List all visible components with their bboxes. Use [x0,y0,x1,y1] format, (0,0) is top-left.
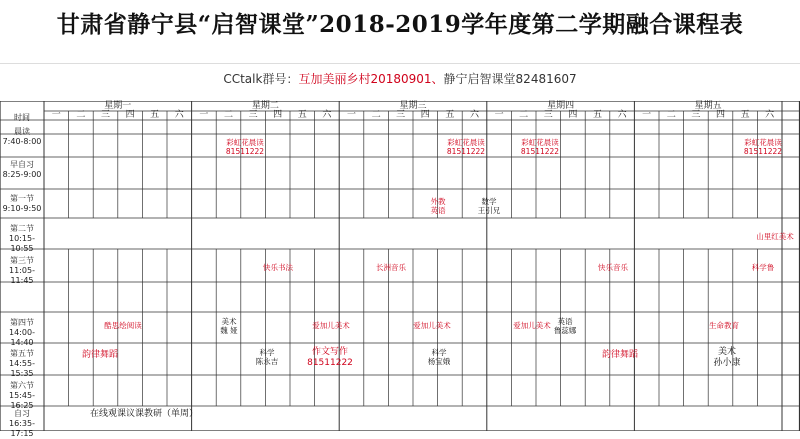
course-thu-p4-english: 英语 鲁蕊娜 [553,317,577,335]
grade-header: 五 [297,110,307,120]
day-header-1: 星期一 [104,101,132,111]
grade-header: 三 [248,110,258,120]
day-header-5: 星期五 [694,101,722,111]
course-tue-p4-art: 美术 魏 娅 [220,317,238,335]
course-tue-p5-writing: 作文写作 81511222 [307,347,353,368]
grade-header: 四 [125,110,135,120]
course-mon-self-study: 在线观课议课教研（单周） [89,409,198,419]
course-fri-p5: 美术 孙小康 [713,347,741,368]
course-mon-p5: 韵律舞蹈 [81,350,118,360]
course-tue-p3: 快乐书法 [263,263,293,272]
grade-header: 五 [445,110,455,120]
course-fri-p3: 科学鲁 [751,263,775,272]
grade-header: 一 [346,110,356,120]
grade-header: 六 [469,110,479,120]
course-fri-p4: 生命教育 [709,321,739,330]
grade-header: 四 [273,110,283,120]
period-label: 自习 16:35-17:15 [9,408,35,438]
day-header-3: 星期三 [399,101,427,111]
page-title: 甘肃省静宁县“启智课堂”2018-2019学年度第二学期融合课程表 [56,11,744,38]
grade-header: 一 [642,110,652,120]
period-label: 第三节 11:05-11:45 [9,255,35,285]
subtitle-label: CCtalk群号： [223,72,299,86]
grade-header: 二 [666,110,676,120]
grade-header: 六 [322,110,332,120]
grade-header: 五 [592,110,602,120]
grade-header: 六 [765,110,775,120]
subtitle [0,70,800,87]
course-wed-morning: 彩虹花晨读 81511222 [446,138,486,156]
period-label: 第一节 9:10-9:50 [2,193,42,213]
subtitle-group-1: 互加美丽乡村20180901、 [298,72,444,86]
time-header: 时间 [14,113,30,122]
period-label: 第五节 14:55-15:35 [9,349,35,378]
course-fri-morning: 彩虹花晨读 81511222 [743,138,783,156]
course-tue-morning: 彩虹花晨读 81511222 [225,138,265,156]
grade-header: 一 [494,110,504,120]
course-wed-p1-english: 外教 英语 [430,197,446,215]
grade-header: 二 [371,110,381,120]
grade-header: 二 [76,110,86,120]
grade-header: 三 [396,110,406,120]
day-header-2: 星期二 [251,101,279,111]
grade-header: 五 [150,110,160,120]
course-mon-p4: 酷思绘阅读 [104,321,142,330]
course-wed-p4: 爱加儿美术 [413,321,451,330]
period-label: 晨读 7:40-8:00 [2,126,42,146]
grade-header: 六 [174,110,184,120]
course-wed-p1-math: 数学 王引兄 [477,197,501,215]
grade-header: 四 [715,110,725,120]
grade-header: 一 [199,110,209,120]
day-header-4: 星期四 [547,101,575,111]
grade-header: 三 [100,110,110,120]
divider [0,63,800,64]
schedule-table [0,101,800,438]
grade-header: 三 [691,110,701,120]
grade-header: 三 [543,110,553,120]
course-wed-p3: 长洲音乐 [376,263,406,272]
course-thu-p4: 爱加儿美术 [513,321,551,330]
period-label: 第四节 14:00-14:40 [9,317,35,347]
course-thu-p5: 韵律舞蹈 [601,350,638,360]
course-wed-p5-science: 科学 杨宝娥 [427,348,451,366]
grade-header: 六 [617,110,627,120]
grade-header: 二 [223,110,233,120]
grade-header: 五 [740,110,750,120]
course-thu-p3: 快乐音乐 [598,263,628,272]
period-label: 第二节 10:15-10:55 [9,223,35,253]
course-tue-p4: 爱加儿美术 [312,321,350,330]
grade-header: 一 [51,110,61,120]
period-label: 第六节 15:45-16:25 [9,380,35,410]
grade-header: 二 [519,110,529,120]
grade-header: 四 [568,110,578,120]
course-tue-p5-science: 科学 陈永吉 [255,348,279,366]
subtitle-group-2: 静宁启智课堂82481607 [443,72,577,86]
course-fri-p2: 山里红美术 [756,232,794,241]
grade-header: 四 [420,110,430,120]
course-thu-morning: 彩虹花晨读 81511222 [520,138,560,156]
period-label: 早自习 8:25-9:00 [2,159,42,179]
